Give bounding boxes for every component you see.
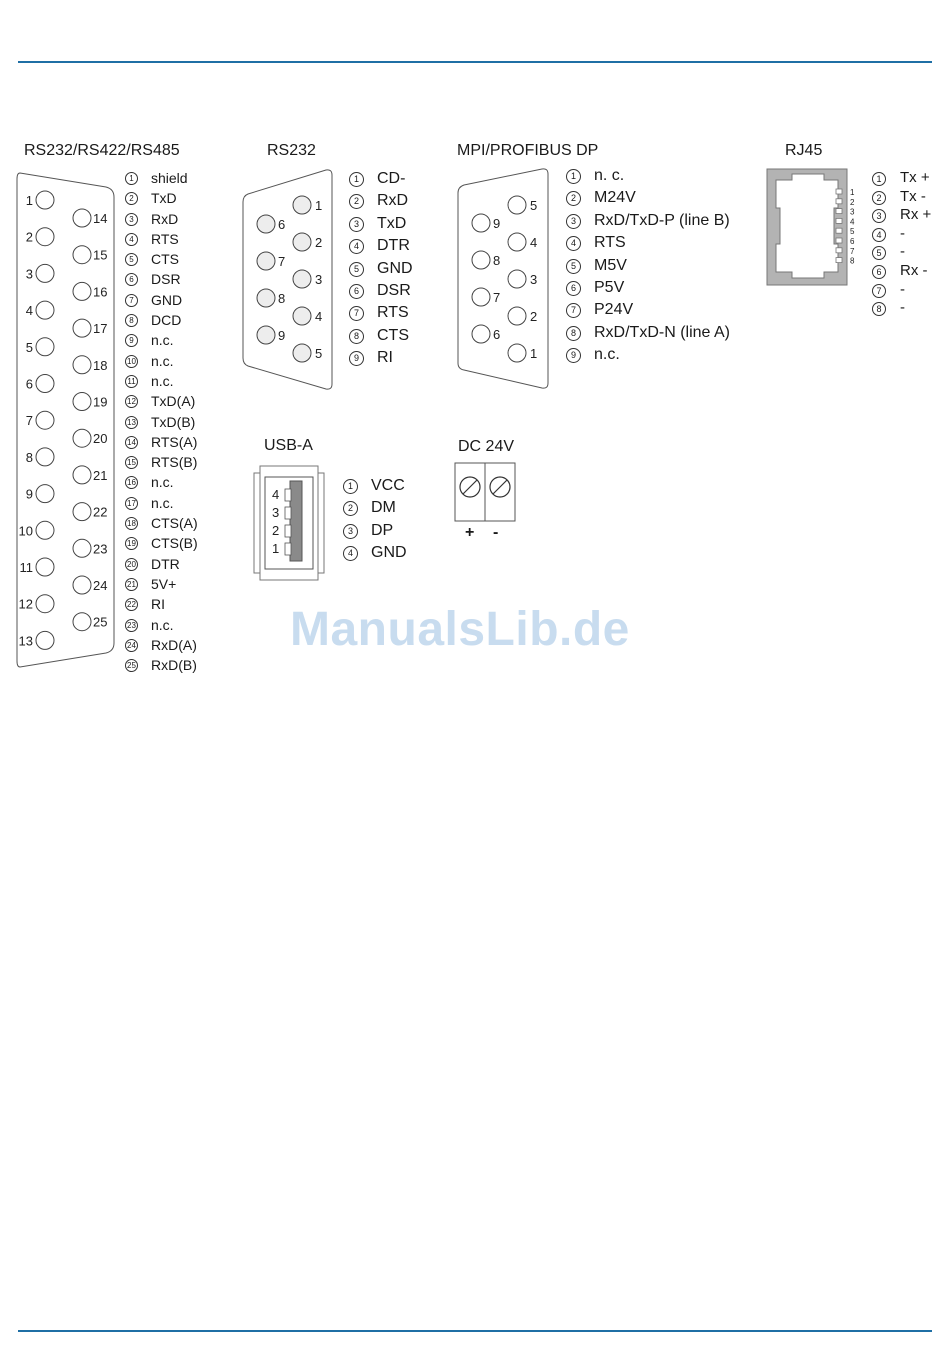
db25-connector-shell <box>10 165 120 675</box>
pin-number-badge: 4 <box>349 239 364 254</box>
pin-signal-label: DSR <box>377 281 411 299</box>
pin-hole-label: 9 <box>278 328 286 343</box>
usb-a-jack <box>252 463 332 583</box>
pin-signal-label: DP <box>371 521 394 539</box>
rj45-contact <box>836 218 842 223</box>
pin-signal-label: - <box>900 243 905 261</box>
usb-contact <box>285 489 291 501</box>
usb-contact <box>285 507 291 519</box>
pin-hole-label: 16 <box>93 284 108 300</box>
pin-signal-label: CTS <box>151 251 179 268</box>
pin-hole-label: 12 <box>18 596 33 612</box>
pin-number-badge: 1 <box>349 172 364 187</box>
pin-signal-label: P5V <box>594 278 625 296</box>
pin-hole-label: 2 <box>850 197 855 207</box>
pin-signal-label: RTS <box>594 234 626 252</box>
pin-hole-label: 20 <box>93 431 108 447</box>
pin-hole <box>36 191 54 209</box>
pin-hole <box>36 338 54 356</box>
pin-hole-label: 1 <box>25 193 33 208</box>
pin-number-badge: 13 <box>125 416 138 429</box>
pin-number-badge: 1 <box>125 172 138 185</box>
pin-hole-label: 8 <box>25 449 33 465</box>
pin-signal-label: Tx + <box>900 169 930 186</box>
pin-hole-label: 4 <box>850 217 855 227</box>
pin-number-badge: 7 <box>349 306 364 321</box>
pin-hole <box>36 521 54 539</box>
pin-number-badge: 6 <box>349 284 364 299</box>
pin-signal-label: TxD <box>151 190 177 207</box>
pin-hole <box>36 264 54 282</box>
pin-hole-label: 15 <box>93 247 108 263</box>
pin-signal-label: TxD <box>377 214 407 232</box>
pin-number-badge: 2 <box>343 501 358 516</box>
pin-signal-label: shield <box>151 170 188 186</box>
pin-signal-label: CTS(A) <box>151 515 198 532</box>
pin-hole-label: 6 <box>850 237 855 246</box>
pin-hole-label: 17 <box>93 321 108 337</box>
pin-hole-label: 4 <box>530 235 538 250</box>
minus-terminal-screw-icon <box>490 477 510 497</box>
pin-hole <box>293 344 311 362</box>
pin-signal-label: Rx - <box>900 261 928 279</box>
pin-signal-label: RTS <box>377 304 409 322</box>
pin-number-badge: 23 <box>125 619 138 632</box>
pin-hole-label: 5 <box>850 227 855 237</box>
top-rule <box>18 61 932 63</box>
pin-signal-label: RxD(A) <box>151 636 197 653</box>
pin-hole <box>73 503 91 521</box>
pin-hole-label: 23 <box>93 541 108 557</box>
pin-signal-label: RI <box>151 596 165 613</box>
pin-hole <box>36 411 54 429</box>
pin-number-badge: 1 <box>566 169 581 184</box>
usb-a-title: USB-A <box>264 437 313 454</box>
pin-number-badge: 3 <box>566 214 581 229</box>
pin-hole <box>472 325 490 343</box>
pin-hole <box>73 576 91 594</box>
pin-signal-label: CD- <box>377 170 406 187</box>
pin-hole-label: 1 <box>315 198 323 213</box>
pin-hole <box>257 252 275 270</box>
pin-hole-label: 1 <box>530 346 538 361</box>
pin-signal-label: RTS <box>151 230 179 247</box>
pin-signal-label: GND <box>151 291 183 308</box>
pin-hole-label: 1 <box>850 188 855 197</box>
pin-hole-label: 6 <box>493 327 501 342</box>
pin-number-badge: 19 <box>125 537 138 550</box>
pin-signal-label: VCC <box>371 477 405 494</box>
rj45-contact <box>836 189 842 194</box>
pin-hole-label: 9 <box>25 486 33 502</box>
watermark: ManualsLib.de <box>290 603 630 656</box>
pin-number-badge: 11 <box>125 375 138 388</box>
dc24v-minus-label: - <box>493 524 499 541</box>
pin-hole-label: 10 <box>18 523 33 539</box>
pin-number-badge: 4 <box>872 228 886 242</box>
pin-signal-label: n.c. <box>594 346 620 364</box>
plus-terminal-screw-icon <box>460 477 480 497</box>
pin-signal-label: n. c. <box>594 167 625 184</box>
dc24v-terminal-block <box>454 462 520 524</box>
pin-hole <box>36 301 54 319</box>
pin-number-badge: 3 <box>872 209 886 223</box>
pin-number-badge: 6 <box>872 265 886 279</box>
pin-hole <box>508 233 526 251</box>
pin-signal-label: RxD <box>151 210 179 227</box>
pin-signal-label: - <box>900 280 905 298</box>
dc24v-title: DC 24V <box>458 438 515 455</box>
pin-number-badge: 16 <box>125 476 138 489</box>
pin-hole-label: 6 <box>25 376 33 392</box>
rj45-contact <box>836 258 842 263</box>
pin-hole-label: 14 <box>93 211 108 226</box>
pin-number-badge: 8 <box>349 329 364 344</box>
pin-hole <box>36 485 54 503</box>
pin-hole-label: 7 <box>850 246 855 256</box>
pin-number-badge: 8 <box>872 302 886 316</box>
pin-hole <box>257 289 275 307</box>
pin-number-badge: 20 <box>125 558 138 571</box>
pin-number-badge: 3 <box>125 213 138 226</box>
rs232-422-485-title: RS232/RS422/RS485 <box>24 142 180 159</box>
pin-hole-label: 25 <box>93 614 108 630</box>
pin-hole <box>73 246 91 264</box>
pin-hole-label: 5 <box>315 346 323 361</box>
pin-hole-label: 13 <box>18 633 33 649</box>
pin-number-badge: 5 <box>349 262 364 277</box>
pin-number-badge: 22 <box>125 598 138 611</box>
pin-signal-label: DTR <box>377 237 410 255</box>
pin-hole <box>472 288 490 306</box>
pin-signal-label: RxD(B) <box>151 657 197 674</box>
pin-number-badge: 2 <box>566 191 581 206</box>
pin-number-badge: 5 <box>566 259 581 274</box>
pin-signal-label: CTS <box>377 326 409 344</box>
pin-signal-label: RI <box>377 349 393 367</box>
pin-hole-label: 2 <box>315 235 323 250</box>
pin-hole <box>508 270 526 288</box>
mpi-db9-connector-shell <box>452 165 552 395</box>
rj45-contact <box>836 209 842 214</box>
pin-hole <box>73 393 91 411</box>
rj45-jack <box>766 168 866 288</box>
pin-hole <box>508 196 526 214</box>
pin-signal-label: - <box>900 299 905 317</box>
pin-number-badge: 8 <box>125 314 138 327</box>
pin-hole-label: 22 <box>93 504 108 520</box>
pin-signal-label: Tx - <box>900 187 926 205</box>
pin-hole-label: 2 <box>25 229 33 245</box>
pin-hole <box>73 539 91 557</box>
pin-number-badge: 18 <box>125 517 138 530</box>
rj45-contact <box>836 228 842 233</box>
pin-number-badge: 3 <box>343 524 358 539</box>
pin-hole <box>73 356 91 374</box>
pin-hole <box>36 631 54 649</box>
rj45-contact <box>836 199 842 204</box>
pin-signal-label: n.c. <box>151 474 174 491</box>
pin-signal-label: M5V <box>594 256 627 274</box>
pin-number-badge: 12 <box>125 395 138 408</box>
rs232-title: RS232 <box>267 142 316 159</box>
pin-signal-label: Rx + <box>900 206 932 224</box>
pin-hole-label: 19 <box>93 394 108 410</box>
pin-number-badge: 17 <box>125 497 138 510</box>
bottom-rule <box>18 1330 932 1332</box>
mpi-profibus-title: MPI/PROFIBUS DP <box>457 142 599 159</box>
pin-hole-label: 4 <box>315 309 323 324</box>
rj45-contact <box>836 238 842 243</box>
pin-hole <box>257 215 275 233</box>
pin-number-badge: 5 <box>125 253 138 266</box>
pin-signal-label: RTS(B) <box>151 454 198 471</box>
pin-hole <box>36 558 54 576</box>
pin-number-badge: 2 <box>125 192 138 205</box>
pin-number-badge: 8 <box>566 326 581 341</box>
pin-number-badge: 4 <box>566 236 581 251</box>
pin-number-badge: 24 <box>125 639 138 652</box>
pin-hole-label: 1 <box>272 541 280 556</box>
pin-number-badge: 9 <box>349 351 364 366</box>
pin-number-badge: 14 <box>125 436 138 449</box>
pin-hole <box>472 251 490 269</box>
pin-signal-label: TxD(A) <box>151 393 196 410</box>
pin-hole-label: 3 <box>530 272 538 287</box>
pin-hole <box>73 429 91 447</box>
pin-signal-label: RxD <box>377 192 409 210</box>
pin-number-badge: 4 <box>125 233 138 246</box>
pin-hole-label: 24 <box>93 578 108 593</box>
usb-contact <box>285 525 291 537</box>
pin-number-badge: 2 <box>872 191 886 205</box>
pin-number-badge: 9 <box>125 334 138 347</box>
pin-number-badge: 3 <box>349 217 364 232</box>
pin-signal-label: DM <box>371 499 396 517</box>
pin-signal-label: DCD <box>151 312 182 329</box>
pin-signal-label: P24V <box>594 301 634 319</box>
pin-hole-label: 5 <box>530 198 538 213</box>
pin-hole-label: 6 <box>278 217 286 232</box>
pin-hole <box>36 448 54 466</box>
pin-hole-label: 4 <box>25 303 33 319</box>
pin-hole <box>293 270 311 288</box>
pin-number-badge: 21 <box>125 578 138 591</box>
pin-hole <box>36 375 54 393</box>
pin-hole-label: 3 <box>272 505 280 520</box>
pin-number-badge: 1 <box>872 172 886 186</box>
pin-hole-label: 4 <box>272 487 280 502</box>
pin-signal-label: CTS(B) <box>151 535 198 552</box>
pin-number-badge: 10 <box>125 355 138 368</box>
pin-number-badge: 2 <box>349 194 364 209</box>
pin-number-badge: 9 <box>566 348 581 363</box>
pin-signal-label: GND <box>371 544 407 562</box>
pin-signal-label: - <box>900 224 905 242</box>
pin-hole-label: 2 <box>530 309 538 324</box>
pin-hole-label: 11 <box>19 560 33 575</box>
pin-hole-label: 2 <box>272 523 280 538</box>
pin-number-badge: 1 <box>343 479 358 494</box>
pin-signal-label: n.c. <box>151 616 174 633</box>
pin-hole-label: 9 <box>493 216 501 231</box>
pin-signal-label: RxD/TxD-P (line B) <box>594 211 730 229</box>
pin-hole-label: 7 <box>278 254 286 269</box>
pin-signal-label: n.c. <box>151 372 174 389</box>
pin-signal-label: n.c. <box>151 352 174 369</box>
pin-hole-label: 8 <box>850 256 855 266</box>
pin-signal-label: n.c. <box>151 494 174 511</box>
pin-hole-label: 3 <box>315 272 323 287</box>
pin-hole <box>508 307 526 325</box>
pin-number-badge: 25 <box>125 659 138 672</box>
pin-hole <box>36 595 54 613</box>
pin-signal-label: DTR <box>151 555 180 572</box>
pin-number-badge: 5 <box>872 246 886 260</box>
pin-hole-label: 21 <box>93 467 108 483</box>
pin-number-badge: 7 <box>125 294 138 307</box>
pin-hole <box>293 307 311 325</box>
pin-number-badge: 7 <box>566 303 581 318</box>
pin-hole-label: 8 <box>278 291 286 306</box>
pin-hole <box>508 344 526 362</box>
pin-hole-label: 3 <box>850 207 855 217</box>
pin-hole <box>293 233 311 251</box>
pin-signal-label: n.c. <box>151 332 174 349</box>
pin-hole <box>257 326 275 344</box>
rs232-db9-connector-shell <box>238 166 338 396</box>
pin-signal-label: 5V+ <box>151 575 177 592</box>
dc24v-plus-label: + <box>465 524 475 541</box>
pin-signal-label: M24V <box>594 189 636 207</box>
usb-contact <box>285 543 291 555</box>
pin-hole <box>73 209 91 227</box>
pin-hole <box>36 228 54 246</box>
pin-hole <box>73 613 91 631</box>
pin-hole-label: 18 <box>93 357 108 373</box>
pin-hole-label: 7 <box>25 413 33 429</box>
pin-hole-label: 7 <box>493 290 501 305</box>
pin-number-badge: 7 <box>872 284 886 298</box>
pin-hole-label: 8 <box>493 253 501 268</box>
pin-signal-label: RxD/TxD-N (line A) <box>594 323 731 341</box>
pin-number-badge: 15 <box>125 456 138 469</box>
pin-hole <box>472 214 490 232</box>
pin-hole <box>73 282 91 300</box>
rj45-contact <box>836 248 842 253</box>
pin-signal-label: RTS(A) <box>151 433 198 450</box>
pin-hole-label: 3 <box>25 266 33 282</box>
pin-hole <box>293 196 311 214</box>
pin-number-badge: 6 <box>566 281 581 296</box>
pin-signal-label: TxD(B) <box>151 413 196 430</box>
pin-hole <box>73 319 91 337</box>
pin-signal-label: GND <box>377 259 413 277</box>
pin-hole <box>73 466 91 484</box>
pin-number-badge: 6 <box>125 273 138 286</box>
pin-hole-label: 5 <box>25 339 33 355</box>
rj45-title: RJ45 <box>785 142 823 159</box>
pin-number-badge: 4 <box>343 546 358 561</box>
pin-signal-label: DSR <box>151 271 181 288</box>
